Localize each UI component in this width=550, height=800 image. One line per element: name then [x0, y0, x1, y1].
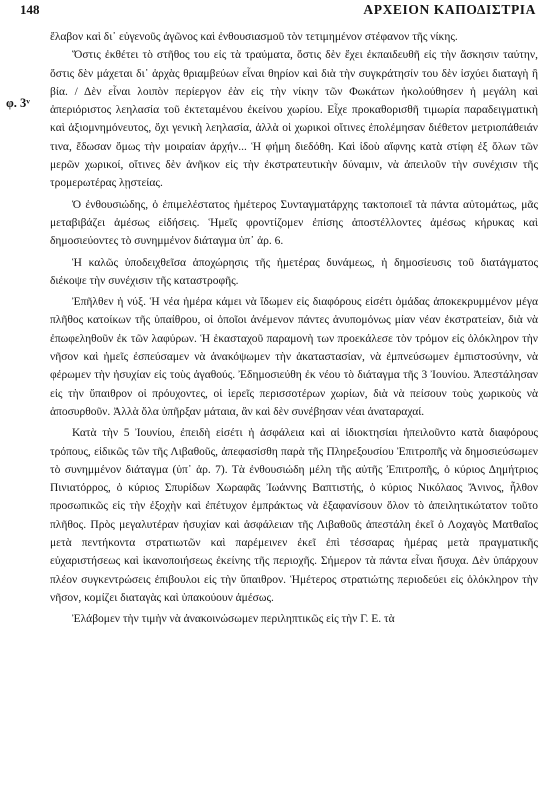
paragraph: Ὅστις ἐκθέτει τὸ στῆθος του εἰς τὰ τραύματα, ὅστις δὲν ἔχει ἐκπαιδευθῆ εἰς τὴν ἄσκησιν ταύτην, ὅστις δὲν μάχεται δι᾽ ἀρχὰς θριαμβεύων εἶναι θηρίον καὶ διὰ τὴν συγκράτησίν του δὲν ἰσχύει διαταγὴ ἢ βία. / Δὲν εἶναι λοιπὸν περίεργον ἐὰν εἰς τὴν νίκην τῶν Φωκάτων ἠκολούθησεν ἡ μεγάλη καὶ ἀπεριόριστος λεηλασία τοῦ ἐκτεταμένου ἐκείνου χωρίου. Εἶχε προκαθορισθῆ τιμωρία παραδειγματικὴ καὶ ἀξιομνημόνευτος, ὄχι γενικὴ λεηλασία, ἀλλὰ οἱ χωρικοὶ οἵτινες ἐπολέμησαν διέθετον μετριοπάθειάν τινα, ἔδωσαν ὅμως τὴν μοιραίαν ἀρχήν... Ἡ φήμη διεδόθη. Καὶ ἰδοὺ αἴφνης κατὰ στίφη ἐξ ὅλων τῶν μερῶν χωρικοί, οἵτινες δὲν ἀνῆκον εἰς τὴν ἐκστρατευτικὴν δύναμιν, νὰ ἀπειλοῦν τὴν συνέχισιν τῆς τρομερωτέρας λῃστείας.: [50, 49, 538, 190]
running-title: ΑΡΧΕΙΟΝ ΚΑΠΟΔΙΣΤΡΙΑ: [363, 2, 536, 17]
paragraph: Κατὰ τὴν 5 Ἰουνίου, ἐπειδὴ εἰσέτι ἡ ἀσφάλεια καὶ αἱ ἰδιοκτησίαι ἠπειλοῦντο κατὰ διαφόρους τρόπους, εἰδικῶς τῶν τῆς Λιβαθοῦς, ἀπεφασίσθη παρὰ τῆς Πληρεξουσίου Ἐπιτροπῆς νὰ δημοσιεύσωμεν τὸ συνημμένον διάταγμα (ὑπ᾽ ἀρ. 7). Τὰ ἐνθουσιώδη μέλη τῆς αὐτῆς Ἐπιτροπῆς, ὁ κύριος Δημήτριος Πινιατόρρος, ὁ κύριος Σπυρίδων Χωραφᾶς Ἰωάννης Βαπτιστής, ὁ κύριος Νικόλαος Ἄνινος, ἦλθον προσωπικῶς εἰς τὴν ἐξοχὴν καὶ ἐπέτυχον ἐμπράκτως νὰ ἐξαφανίσουν ὅλον τὸ ἀπειλητικώτατον τοῦτο πλῆθος. Πρὸς μεγαλυτέραν ἡσυχίαν καὶ ἀσφάλειαν τῆς Λιβαθοῦς ἀπεστάλη ἐκεῖ ὁ Λοχαγὸς Ματθαῖος μετὰ πεντήκοντα στρατιωτῶν καὶ παρέμεινεν ἐκεῖ ἐπὶ τέσσαρας ἡμέρας μετὰ πραγματικῆς εὐχαριστήσεως καὶ ἱκανοποιήσεως ἐκείνης τῆς περιοχῆς. Σήμερον τὰ πάντα εἶναι ἥσυχα. Δὲν ὑπάρχουν πλέον συγκεντρώσεις ἐπιβουλοι εἰς τὴν ὕπαιθρον. Ἡμέτερος στρατιώτης περιοδεύει εἰς ὁλόκληρον τὴν νῆσον, κομίζει διαταγὰς καὶ ὑπακούουν ἀμέσως.: [50, 427, 538, 604]
paragraph: Ἡ καλῶς ὑποδειχθεῖσα ἀποχώρησις τῆς ἡμετέρας δυνάμεως, ἡ δημοσίευσις τοῦ διατάγματος διέκοψε τὴν συνέχισιν τῆς καταστροφῆς.: [50, 256, 538, 287]
body-text: [50, 28, 538, 629]
paragraph: Ἐπῆλθεν ἡ νύξ. Ἡ νέα ἡμέρα κάμει νὰ ἴδωμεν εἰς διαφόρους εἰσέτι ὁμάδας ἀποκεκρυμμένον μέγα πλῆθος κατοίκων τῆς ὑπαίθρου, οἱ ὁποῖοι ἀνέμενον πάντες ἀνυπομόνως μίαν νέαν ἐκστρατείαν, διὰ νὰ ἐπωφεληθοῦν ἐκ τῶν λαφύρων. Ἡ ἑκασταχοῦ παραμονὴ των προεκάλεσε τὸν τρόμον εἰς ὁλόκληρον τὴν νῆσον καὶ ἡμεῖς ἐσπεύσαμεν νὰ ἀνακόψωμεν τὴν ἀκαταστασίαν, νὰ ἐμπνεύσωμεν ἐμπιστοσύνην, νὰ φέρωμεν τὴν ἡσυχίαν εἰς τοὺς ἀγαθούς. Ἐδημοσιεύθη ἐκ νέου τὸ διάταγμα τῆς 3 Ἰουνίου. Ἀπεστάλησαν εἰς τὴν ὕπαιθρον οἱ πρόυχοντες, οἱ ἱερεῖς περισσοτέρων χωρίων, διὰ νὰ πείσουν τοὺς χωρικοὺς νὰ ἀποσυρθοῦν. Ἀλλὰ ὅλα ὑπῆρξαν μάταια, ἂν καὶ δὲν συνέβησαν νέαι ἀναταραχαί.: [50, 296, 538, 418]
paragraph: ἔλαβον καὶ δι᾽ εὐγενοῦς ἀγῶνος καὶ ἐνθουσιασμοῦ τὸν τετιμημένον στέφανον τῆς νίκης.: [50, 31, 458, 43]
page-number: 148: [20, 2, 40, 17]
paragraph: Ὁ ἐνθουσιώδης, ὁ ἐπιμελέστατος ἡμέτερος Συνταγματάρχης τακτοποιεῖ τὰ πάντα αὐτομάτως, μᾶς μεταβιβάζει ἀμέσως εἰδήσεις. Ἡμεῖς φροντίζομεν ἐπίσης ἀποστέλλοντες ἀμέσως κήρυκας καὶ δημοσιεύοντες τὸ συνημμένον διάταγμα ὑπ᾽ ἀρ. 6.: [50, 198, 538, 248]
paragraph: Ἐλάβομεν τὴν τιμὴν νὰ ἀνακοινώσωμεν περιληπτικῶς εἰς τὴν Γ. Ε. τὰ: [72, 613, 395, 626]
page-header: [20, 2, 536, 20]
folio-margin-note: φ. 3ᵛ: [6, 96, 31, 110]
